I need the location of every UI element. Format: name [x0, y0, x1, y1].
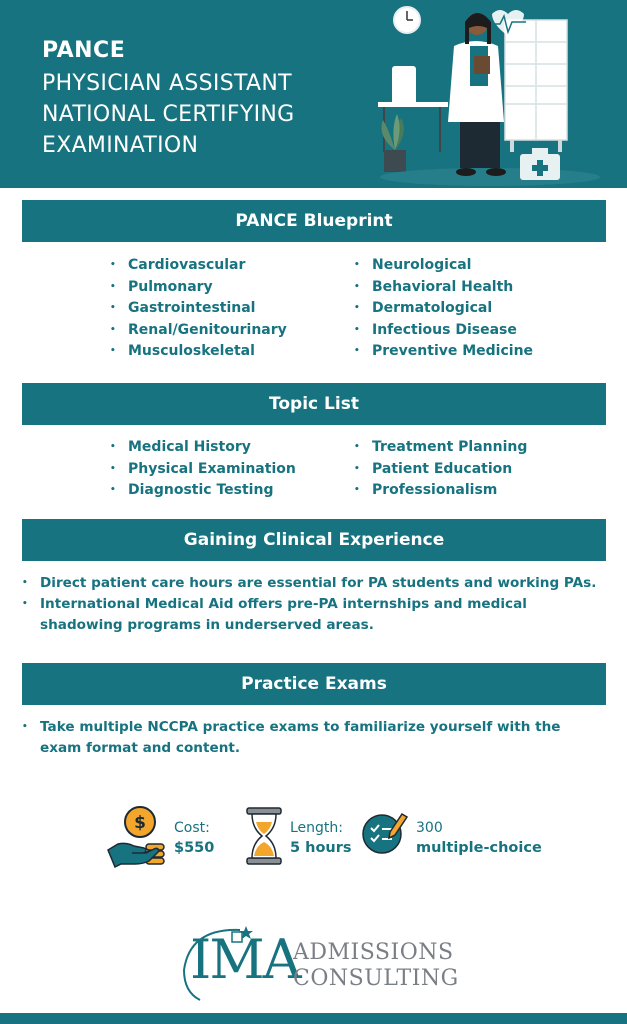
stat-questions: [362, 806, 542, 870]
list-item: • Patient Education: [354, 459, 527, 481]
list-item: • Medical History: [110, 437, 296, 459]
checklist-pencil-icon: [362, 806, 408, 856]
list-item: • International Medical Aid offers pre-PA internships and medical shadowing programs in underserved areas.: [22, 594, 602, 636]
list-item: • Dermatological: [354, 298, 533, 320]
list-item: • Renal/Genitourinary: [110, 320, 287, 342]
section-title-practice: Practice Exams: [22, 663, 606, 705]
list-item: • Professionalism: [354, 480, 527, 502]
practice-bullets: [22, 717, 602, 759]
logo-line1: ADMISSIONS: [293, 940, 454, 965]
page-title: PANCE: [42, 38, 126, 63]
footer-bar: [0, 1013, 627, 1024]
blueprint-list-left: [110, 255, 287, 363]
list-item: • Preventive Medicine: [354, 341, 533, 363]
header-banner: [0, 0, 627, 188]
section-title-blueprint: PANCE Blueprint: [22, 200, 606, 242]
cost-value: $550: [174, 840, 215, 856]
list-item: • Physical Examination: [110, 459, 296, 481]
doctor-illustration: [370, 2, 627, 188]
page-subtitle: PHYSICIAN ASSISTANT NATIONAL CERTIFYING EXAMINATION: [42, 71, 295, 158]
list-item: • Diagnostic Testing: [110, 480, 296, 502]
length-label: Length:: [290, 820, 344, 836]
logo-line2: CONSULTING: [293, 966, 459, 991]
list-item: • Direct patient care hours are essential for PA students and working PAs.: [22, 573, 602, 594]
list-item: • Neurological: [354, 255, 533, 277]
stat-length: [245, 806, 355, 870]
length-value: 5 hours: [290, 840, 352, 856]
questions-count: 300: [416, 820, 443, 836]
cost-label: Cost:: [174, 820, 210, 836]
topics-list-left: [110, 437, 296, 502]
list-item: • Musculoskeletal: [110, 341, 287, 363]
list-item: • Gastrointestinal: [110, 298, 287, 320]
money-hand-icon: [104, 806, 168, 870]
hourglass-icon: [245, 806, 285, 866]
svg-text:$: $: [134, 813, 146, 833]
list-item: • Behavioral Health: [354, 277, 533, 299]
list-item: • Infectious Disease: [354, 320, 533, 342]
clinical-bullets: [22, 573, 602, 636]
list-item: • Treatment Planning: [354, 437, 527, 459]
list-item: • Pulmonary: [110, 277, 287, 299]
logo-mark: IMA: [190, 928, 300, 991]
blueprint-list-right: [354, 255, 533, 363]
section-title-clinical: Gaining Clinical Experience: [22, 519, 606, 561]
section-title-topics: Topic List: [22, 383, 606, 425]
list-item: • Take multiple NCCPA practice exams to familiarize yourself with the exam format and content.: [22, 717, 602, 759]
topics-list-right: [354, 437, 527, 502]
stat-cost: [104, 806, 224, 870]
questions-type: multiple-choice: [416, 840, 542, 856]
ima-logo: [180, 918, 459, 1002]
list-item: • Cardiovascular: [110, 255, 287, 277]
